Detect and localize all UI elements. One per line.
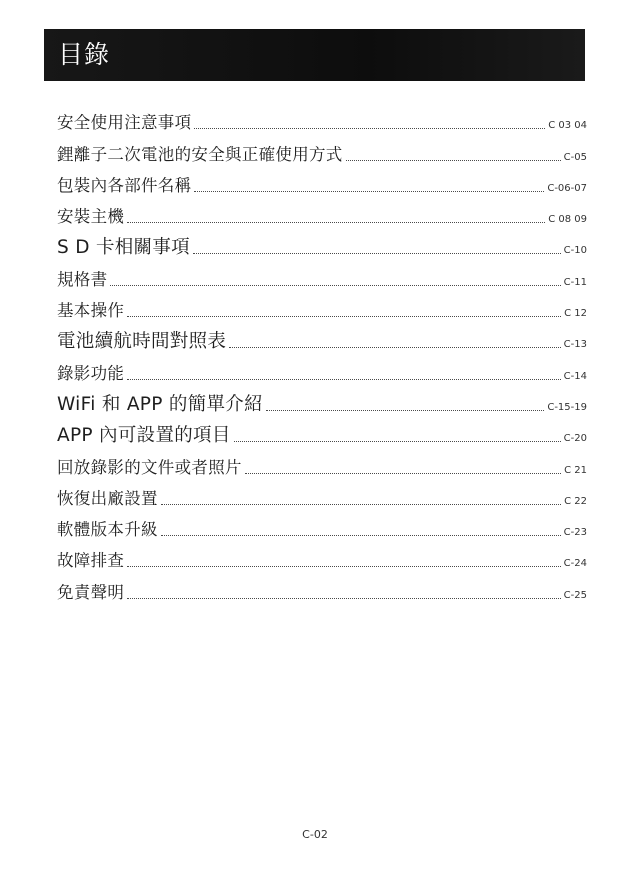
toc-entry-title: 安全使用注意事項 — [57, 113, 192, 133]
toc-dot-leader — [266, 410, 544, 411]
toc-entry-page: C 03 04 — [548, 120, 587, 132]
toc-entry[interactable] — [57, 354, 587, 385]
toc-dot-leader — [234, 441, 561, 442]
toc-entry-title: 鋰離子二次電池的安全與正確使用方式 — [57, 144, 343, 164]
toc-entry[interactable] — [57, 104, 587, 135]
page-title: 目錄 — [58, 40, 111, 69]
toc-entry[interactable] — [57, 323, 587, 354]
toc-entry-page: C-23 — [563, 527, 587, 539]
toc-entry-title: 恢復出廠設置 — [57, 488, 158, 508]
toc-dot-leader — [193, 253, 561, 254]
toc-dot-leader — [161, 504, 561, 505]
toc-entry-title: 錄影功能 — [57, 363, 125, 383]
toc-entry-page: C-11 — [563, 276, 587, 288]
toc-entry-page: C-06-07 — [547, 182, 587, 194]
toc-entry[interactable] — [57, 448, 587, 479]
toc-dot-leader — [161, 535, 561, 536]
toc-entry-page: C-20 — [563, 433, 587, 445]
toc-entry-page: C-05 — [563, 151, 587, 163]
toc-entry-title: 包裝內各部件名稱 — [57, 175, 192, 195]
toc-dot-leader — [127, 566, 560, 567]
toc-entry[interactable] — [57, 135, 587, 166]
toc-entry[interactable] — [57, 198, 587, 229]
toc-entry-page: C-25 — [563, 589, 587, 601]
toc-entry[interactable] — [57, 229, 587, 260]
toc-dot-leader — [229, 347, 560, 348]
toc-entry-page: C-10 — [563, 245, 587, 257]
toc-entry-title: 安裝主機 — [57, 207, 125, 227]
header-bar — [44, 29, 585, 81]
toc-entry[interactable] — [57, 511, 587, 542]
toc-entry-title: WiFi 和 APP 的簡單介紹 — [57, 393, 263, 415]
toc-entry-title: 故障排查 — [57, 551, 125, 571]
toc-entry[interactable] — [57, 480, 587, 511]
toc-entry[interactable] — [57, 167, 587, 198]
toc-dot-leader — [245, 473, 561, 474]
toc-dot-leader — [127, 222, 545, 223]
toc-entry[interactable] — [57, 573, 587, 604]
toc-entry-page: C-15-19 — [547, 401, 587, 413]
toc-entry-title: 免責聲明 — [57, 582, 125, 602]
toc-dot-leader — [194, 191, 544, 192]
toc-entry-title: 電池續航時間對照表 — [57, 331, 227, 353]
toc-entry-page: C 22 — [564, 495, 587, 507]
toc-entry[interactable] — [57, 260, 587, 291]
toc-entry-title: APP 內可設置的項目 — [57, 425, 231, 447]
toc-entry[interactable] — [57, 386, 587, 417]
toc-entry-page: C-13 — [563, 339, 587, 351]
toc-dot-leader — [110, 285, 560, 286]
toc-entry-page: C 21 — [564, 464, 587, 476]
toc-dot-leader — [346, 160, 561, 161]
toc-entry-title: 基本操作 — [57, 301, 125, 321]
toc-dot-leader — [127, 598, 560, 599]
toc-entry-page: C-24 — [563, 558, 587, 570]
toc-entry-page: C-14 — [563, 370, 587, 382]
toc-dot-leader — [127, 379, 560, 380]
toc-entry-page: C 08 09 — [548, 214, 587, 226]
table-of-contents — [57, 104, 587, 605]
toc-entry[interactable] — [57, 542, 587, 573]
toc-entry-title: S D 卡相關事項 — [57, 237, 190, 259]
toc-entry-title: 回放錄影的文件或者照片 — [57, 457, 242, 477]
toc-dot-leader — [194, 128, 545, 129]
toc-entry-title: 規格書 — [57, 269, 108, 289]
toc-entry-page: C 12 — [564, 308, 587, 320]
toc-entry-title: 軟體版本升級 — [57, 520, 158, 540]
toc-entry[interactable] — [57, 292, 587, 323]
page-number: C-02 — [302, 828, 328, 841]
toc-entry[interactable] — [57, 417, 587, 448]
toc-dot-leader — [127, 316, 561, 317]
